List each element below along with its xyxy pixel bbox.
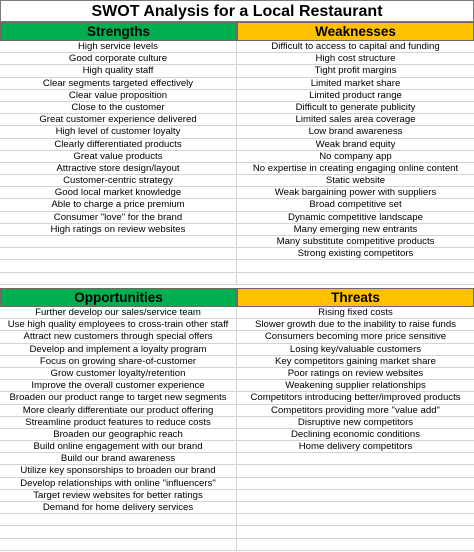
weaknesses-item: Low brand awareness (237, 126, 474, 138)
opportunities-item: Build online engagement with our brand (0, 441, 237, 453)
strengths-item: Consumer "love" for the brand (0, 212, 237, 224)
weaknesses-item: Weak brand equity (237, 139, 474, 151)
weaknesses-item: Weak bargaining power with suppliers (237, 187, 474, 199)
strengths-item: Great customer experience delivered (0, 114, 237, 126)
weaknesses-item: Static website (237, 175, 474, 187)
empty-cell (0, 236, 237, 248)
weaknesses-item: Difficult to access to capital and funding (237, 41, 474, 53)
strengths-item: Close to the customer (0, 102, 237, 114)
empty-cell (0, 248, 237, 260)
strengths-item: High level of customer loyalty (0, 126, 237, 138)
strengths-item: Good corporate culture (0, 53, 237, 65)
threats-item: Consumers becoming more price sensitive (237, 331, 474, 343)
weaknesses-item: Many emerging new entrants (237, 224, 474, 236)
opportunities-item: Further develop our sales/service team (0, 307, 237, 319)
opportunities-item: Demand for home delivery services (0, 502, 237, 514)
empty-cell (237, 465, 474, 477)
opportunities-item: Develop and implement a loyalty program (0, 344, 237, 356)
strengths-item: Able to charge a price premium (0, 199, 237, 211)
weaknesses-item: No company app (237, 151, 474, 163)
threats-item: Key competitors gaining market share (237, 356, 474, 368)
empty-cell (237, 539, 474, 551)
strengths-item: Good local market knowledge (0, 187, 237, 199)
strengths-item: Customer-centric strategy (0, 175, 237, 187)
weaknesses-item: Broad competitive set (237, 199, 474, 211)
weaknesses-item: Dynamic competitive landscape (237, 212, 474, 224)
opportunities-item: Use high quality employees to cross-train other staff (0, 319, 237, 331)
threats-quadrant (237, 288, 474, 551)
empty-cell (237, 502, 474, 514)
strengths-list (0, 41, 237, 285)
opportunities-item: Utilize key sponsorships to broaden our brand (0, 465, 237, 477)
empty-cell (237, 273, 474, 285)
empty-cell (0, 514, 237, 526)
empty-cell (0, 526, 237, 538)
weaknesses-header: Weaknesses (237, 22, 474, 41)
weaknesses-item: Limited sales area coverage (237, 114, 474, 126)
threats-item: Competitors providing more "value add" (237, 405, 474, 417)
threats-item: Losing key/valuable customers (237, 344, 474, 356)
opportunities-list (0, 307, 237, 551)
threats-list (237, 307, 474, 551)
opportunities-item: More clearly differentiate our product offering (0, 405, 237, 417)
empty-cell (0, 273, 237, 285)
empty-cell (237, 453, 474, 465)
opportunities-header: Opportunities (0, 288, 237, 307)
threats-item: Rising fixed costs (237, 307, 474, 319)
opportunities-item: Build our brand awareness (0, 453, 237, 465)
weaknesses-list (237, 41, 474, 285)
threats-item: Weakening supplier relationships (237, 380, 474, 392)
opportunities-item: Streamline product features to reduce costs (0, 417, 237, 429)
weaknesses-item: Limited market share (237, 78, 474, 90)
strengths-item: Attractive store design/layout (0, 163, 237, 175)
threats-item: Competitors introducing better/improved products (237, 392, 474, 404)
opportunities-item: Target review websites for better ratings (0, 490, 237, 502)
threats-item: Home delivery competitors (237, 441, 474, 453)
threats-item: Poor ratings on review websites (237, 368, 474, 380)
empty-cell (237, 514, 474, 526)
opportunities-item: Attract new customers through special offers (0, 331, 237, 343)
strengths-item: Clear segments targeted effectively (0, 78, 237, 90)
opportunities-item: Improve the overall customer experience (0, 380, 237, 392)
strengths-item: Great value products (0, 151, 237, 163)
strengths-item: High service levels (0, 41, 237, 53)
empty-cell (0, 260, 237, 272)
opportunities-item: Focus on growing share-of-customer (0, 356, 237, 368)
weaknesses-item: Difficult to generate publicity (237, 102, 474, 114)
weaknesses-item: Strong existing competitors (237, 248, 474, 260)
empty-cell (237, 490, 474, 502)
opportunities-item: Develop relationships with online "influencers" (0, 478, 237, 490)
weaknesses-quadrant (237, 22, 474, 285)
strengths-item: Clear value proposition (0, 90, 237, 102)
opportunities-item: Broaden our geographic reach (0, 429, 237, 441)
empty-cell (237, 478, 474, 490)
strengths-header: Strengths (0, 22, 237, 41)
threats-item: Slower growth due to the inability to raise funds (237, 319, 474, 331)
threats-item: Declining economic conditions (237, 429, 474, 441)
strengths-quadrant (0, 22, 237, 285)
strengths-item: High quality staff (0, 65, 237, 77)
empty-cell (237, 526, 474, 538)
weaknesses-item: Tight profit margins (237, 65, 474, 77)
opportunities-quadrant (0, 288, 237, 551)
weaknesses-item: No expertise in creating engaging online content (237, 163, 474, 175)
page-title: SWOT Analysis for a Local Restaurant (0, 0, 474, 22)
weaknesses-item: Many substitute competitive products (237, 236, 474, 248)
threats-header: Threats (237, 288, 474, 307)
opportunities-item: Grow customer loyalty/retention (0, 368, 237, 380)
weaknesses-item: Limited product range (237, 90, 474, 102)
empty-cell (237, 260, 474, 272)
strengths-item: Clearly differentiated products (0, 139, 237, 151)
strengths-item: High ratings on review websites (0, 224, 237, 236)
weaknesses-item: High cost structure (237, 53, 474, 65)
threats-item: Disruptive new competitors (237, 417, 474, 429)
empty-cell (0, 539, 237, 551)
opportunities-item: Broaden our product range to target new segments (0, 392, 237, 404)
